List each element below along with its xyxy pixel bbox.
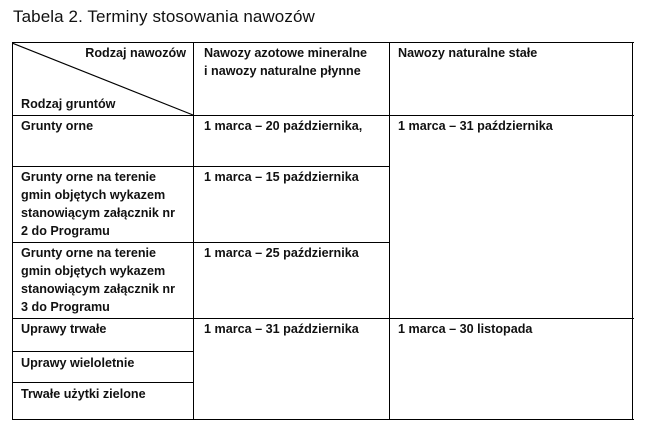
row-divider-5 [12, 382, 194, 383]
permanent-solid-natural: 1 marca – 30 listopada [398, 322, 533, 336]
row-perennial-crops-type: Uprawy wieloletnie [21, 356, 135, 370]
arable-land-solid-natural: 1 marca – 31 października [398, 119, 553, 133]
row-arable-annex3-line4: 3 do Programu [21, 300, 110, 314]
row-arable-annex2-line4: 2 do Programu [21, 224, 110, 238]
header-fertilizer-type: Rodzaj nawozów [85, 46, 186, 60]
row-arable-annex3-line1: Grunty orne na terenie [21, 246, 157, 260]
row-arable-annex2-line2: gmin objętych wykazem [21, 188, 166, 202]
row-arable-annex2-line3: stanowiącym załącznik nr [21, 206, 175, 220]
table-caption: Tabela 2. Terminy stosowania nawozów [13, 7, 315, 26]
row-divider-4 [12, 351, 194, 352]
table-col-divider-2 [389, 43, 390, 419]
row-arable-annex3-type [21, 244, 175, 316]
header-col-nitrogen-line1: Nawozy azotowe mineralne [204, 46, 368, 60]
header-col-solid-natural: Nawozy naturalne stałe [398, 46, 538, 60]
row-arable-annex2-nitrogen: 1 marca – 15 października [204, 170, 359, 184]
row-arable-land-type: Grunty orne [21, 119, 94, 133]
table-right-border [632, 43, 633, 419]
row-permanent-grassland-type: Trwałe użytki zielone [21, 387, 146, 401]
row-permanent-crops-nitrogen: 1 marca – 31 października [204, 322, 359, 336]
header-col-nitrogen [204, 44, 367, 80]
row-arable-annex2-type [21, 168, 175, 240]
header-col-nitrogen-line2: i nawozy naturalne płynne [204, 64, 361, 78]
row-arable-land-nitrogen: 1 marca – 20 października, [204, 119, 363, 133]
row-arable-annex3-nitrogen: 1 marca – 25 października [204, 246, 359, 260]
header-soil-type: Rodzaj gruntów [21, 97, 116, 111]
fertilizer-terms-table [12, 42, 634, 420]
row-arable-annex2-line1: Grunty orne na terenie [21, 170, 157, 184]
row-arable-annex3-line3: stanowiącym załącznik nr [21, 282, 175, 296]
row-permanent-crops-type: Uprawy trwałe [21, 322, 107, 336]
row-arable-annex3-line2: gmin objętych wykazem [21, 264, 166, 278]
